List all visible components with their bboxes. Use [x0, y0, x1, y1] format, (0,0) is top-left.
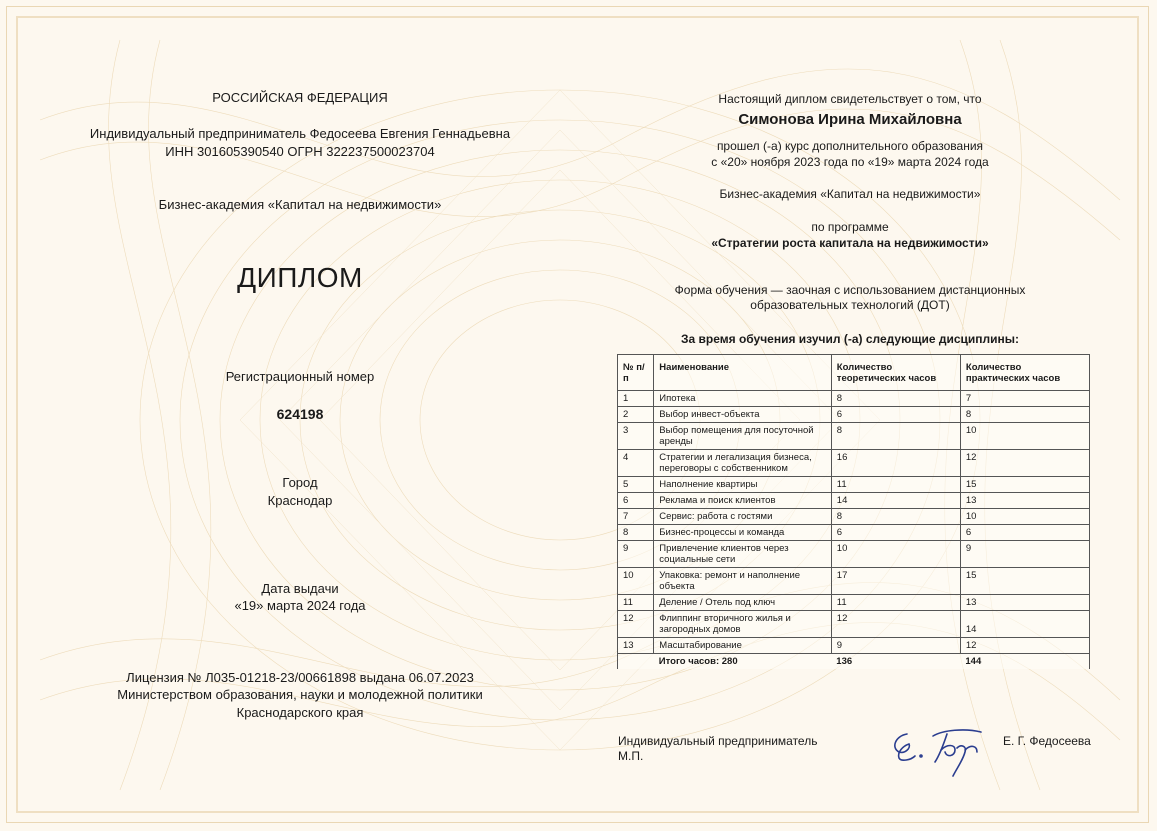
cell-name: Выбор помещения для посуточной аренды [654, 423, 832, 450]
total-label: Итого часов: 280 [654, 654, 832, 670]
registration-number: 624198 [276, 406, 324, 422]
header-name: Наименование [654, 355, 832, 391]
table-row [618, 407, 1090, 423]
cell-theory: 10 [831, 541, 960, 568]
registration-label: Регистрационный номер [225, 369, 375, 384]
issuer-name: Индивидуальный предприниматель Федосеева Евгения Геннадьевна [89, 126, 511, 141]
cell-num: 6 [618, 493, 654, 509]
study-form-line-1: Форма обучения — заочная с использованием дистанционных [674, 283, 1026, 297]
cell-practice: 13 [960, 595, 1089, 611]
city-label: Город [282, 475, 318, 490]
license-line-2: Министерством образования, науки и молодежной политики [117, 687, 483, 702]
certifies-text: Настоящий диплом свидетельствует о том, что [718, 92, 982, 106]
cell-practice: 7 [960, 391, 1089, 407]
inn-ogrn: ИНН 301605390540 ОГРН 322237500023704 [165, 144, 435, 159]
city-value: Краснодар [267, 493, 333, 508]
cell-num: 11 [618, 595, 654, 611]
issue-date-label: Дата выдачи [261, 581, 339, 596]
country-heading: РОССИЙСКАЯ ФЕДЕРАЦИЯ [212, 90, 388, 105]
table-row [618, 493, 1090, 509]
cell-num: 1 [618, 391, 654, 407]
cell-empty [618, 654, 654, 670]
cell-num: 4 [618, 450, 654, 477]
table-total-row [618, 654, 1090, 670]
cell-num: 5 [618, 477, 654, 493]
signer-title: Индивидуальный предприниматель [618, 734, 818, 748]
cell-num: 12 [618, 611, 654, 638]
header-num: № п/п [618, 355, 654, 391]
cell-theory: 6 [831, 407, 960, 423]
cell-name: Ипотека [654, 391, 832, 407]
cell-num: 9 [618, 541, 654, 568]
table-row [618, 525, 1090, 541]
cell-theory: 17 [831, 568, 960, 595]
cell-name: Реклама и поиск клиентов [654, 493, 832, 509]
cell-name: Масштабирование [654, 638, 832, 654]
cell-num: 13 [618, 638, 654, 654]
total-theory: 136 [831, 654, 960, 670]
cell-theory: 8 [831, 423, 960, 450]
organization-name: Бизнес-академия «Капитал на недвижимости» [158, 197, 442, 212]
cell-num: 8 [618, 525, 654, 541]
cell-theory: 8 [831, 391, 960, 407]
student-name: Симонова Ирина Михайловна [738, 111, 962, 128]
license-line-3: Краснодарского края [236, 705, 364, 720]
header-practice-hours: Количество практических часов [960, 355, 1089, 391]
cell-num: 3 [618, 423, 654, 450]
table-row [618, 568, 1090, 595]
study-form-line-2: образовательных технологий (ДОТ) [750, 298, 950, 312]
cell-practice: 14 [960, 611, 1089, 638]
stamp-place: М.П. [618, 749, 644, 763]
cell-name: Флиппинг вторичного жилья и загородных домов [654, 611, 832, 638]
cell-theory: 11 [831, 477, 960, 493]
signer-name: Е. Г. Федосеева [1003, 734, 1091, 748]
cell-theory: 11 [831, 595, 960, 611]
signature-image [885, 722, 995, 780]
cell-theory: 14 [831, 493, 960, 509]
study-period: с «20» ноября 2023 года по «19» марта 2024 года [711, 155, 989, 169]
disciplines-table [617, 354, 1090, 669]
cell-name: Выбор инвест-объекта [654, 407, 832, 423]
cell-theory: 9 [831, 638, 960, 654]
cell-name: Сервис: работа с гостями [654, 509, 832, 525]
table-row [618, 611, 1090, 638]
cell-theory: 16 [831, 450, 960, 477]
table-row [618, 423, 1090, 450]
table-row [618, 541, 1090, 568]
cell-name: Бизнес-процессы и команда [654, 525, 832, 541]
document-title: ДИПЛОМ [237, 262, 363, 293]
cell-theory: 12 [831, 611, 960, 638]
cell-theory: 8 [831, 509, 960, 525]
program-label: по программе [811, 220, 889, 234]
academy-name: Бизнес-академия «Капитал на недвижимости» [719, 187, 981, 201]
cell-num: 2 [618, 407, 654, 423]
issue-date-value: «19» марта 2024 года [234, 598, 366, 613]
table-row [618, 509, 1090, 525]
cell-name: Наполнение квартиры [654, 477, 832, 493]
license-line-1: Лицензия № Л035-01218-23/00661898 выдана 06.07.2023 [126, 670, 474, 685]
cell-name: Привлечение клиентов через социальные сети [654, 541, 832, 568]
cell-name: Стратегии и легализация бизнеса, переговоры с собственником [654, 450, 832, 477]
cell-practice: 9 [960, 541, 1089, 568]
cell-practice: 6 [960, 525, 1089, 541]
table-row [618, 450, 1090, 477]
course-completed-text: прошел (-а) курс дополнительного образования [716, 139, 984, 153]
cell-practice: 10 [960, 423, 1089, 450]
cell-practice: 15 [960, 568, 1089, 595]
total-practice: 144 [960, 654, 1089, 670]
cell-name: Упаковка: ремонт и наполнение объекта [654, 568, 832, 595]
cell-practice: 15 [960, 477, 1089, 493]
cell-practice: 8 [960, 407, 1089, 423]
disciplines-heading: За время обучения изучил (-а) следующие дисциплины: [680, 332, 1019, 346]
cell-practice: 13 [960, 493, 1089, 509]
cell-name: Деление / Отель под ключ [654, 595, 832, 611]
header-theory-hours: Количество теоретических часов [831, 355, 960, 391]
cell-practice: 12 [960, 638, 1089, 654]
table-header-row [618, 355, 1090, 391]
cell-theory: 6 [831, 525, 960, 541]
program-name: «Стратегии роста капитала на недвижимости» [711, 236, 989, 250]
cell-practice: 10 [960, 509, 1089, 525]
table-row [618, 391, 1090, 407]
table-body [618, 391, 1090, 670]
table-row [618, 595, 1090, 611]
cell-num: 7 [618, 509, 654, 525]
cell-practice: 12 [960, 450, 1089, 477]
table-row [618, 638, 1090, 654]
cell-num: 10 [618, 568, 654, 595]
table-row [618, 477, 1090, 493]
